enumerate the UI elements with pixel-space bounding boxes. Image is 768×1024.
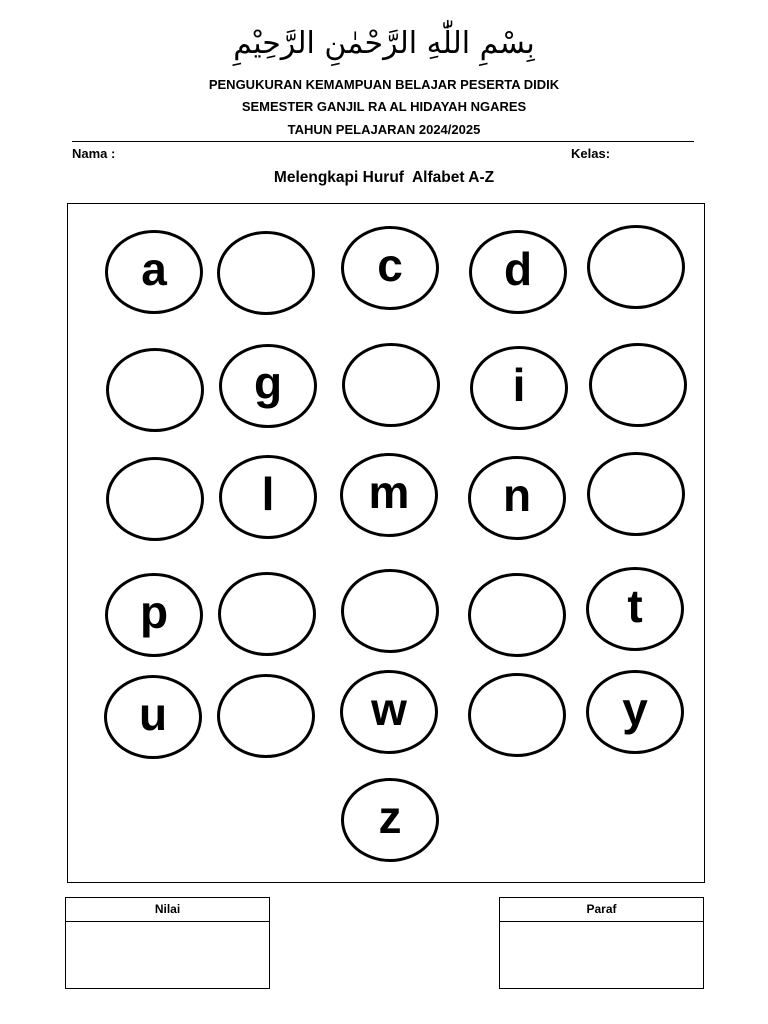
letter-circle[interactable]	[341, 569, 439, 653]
signature-box[interactable]	[499, 897, 704, 989]
letter-circle: c	[341, 226, 439, 310]
letter-circle: w	[340, 670, 438, 754]
score-box[interactable]	[65, 897, 270, 989]
letter-circle: p	[105, 573, 203, 657]
letter-circle[interactable]	[468, 573, 566, 657]
header-divider	[72, 141, 694, 142]
letter-circle: n	[468, 456, 566, 540]
letter-circle: g	[219, 344, 317, 428]
letter-circle[interactable]	[217, 674, 315, 758]
class-label: Kelas:	[571, 146, 611, 161]
letter-circle: u	[104, 675, 202, 759]
letter-circle: i	[470, 346, 568, 430]
assessment-title: PENGUKURAN KEMAMPUAN BELAJAR PESERTA DIDIK	[208, 77, 560, 92]
academic-year-line: TAHUN PELAJARAN 2024/2025	[287, 122, 481, 137]
letter-circle: y	[586, 670, 684, 754]
letter-circle[interactable]	[342, 343, 440, 427]
letter-circle[interactable]	[106, 348, 204, 432]
semester-school-line: SEMESTER GANJIL RA AL HIDAYAH NGARES	[241, 99, 527, 114]
letter-circle: d	[469, 230, 567, 314]
letter-circle[interactable]	[106, 457, 204, 541]
letter-circle: z	[341, 778, 439, 862]
worksheet-title: Melengkapi Huruf Alfabet A-Z	[273, 169, 495, 186]
letter-circle[interactable]	[217, 231, 315, 315]
letter-circle: l	[219, 455, 317, 539]
basmalah-calligraphy: بِسْمِ اللّٰهِ الرَّحْمٰنِ الرَّحِيْمِ	[233, 26, 535, 61]
letter-circle[interactable]	[587, 225, 685, 309]
letter-circle: a	[105, 230, 203, 314]
letter-circle[interactable]	[468, 673, 566, 757]
alphabet-board	[67, 203, 705, 883]
name-label: Nama :	[72, 146, 116, 161]
letter-circle[interactable]	[587, 452, 685, 536]
signature-label: Paraf	[500, 898, 703, 922]
letter-circle: m	[340, 453, 438, 537]
letter-circle: t	[586, 567, 684, 651]
letter-circle[interactable]	[589, 343, 687, 427]
score-label: Nilai	[66, 898, 269, 922]
letter-circle[interactable]	[218, 572, 316, 656]
